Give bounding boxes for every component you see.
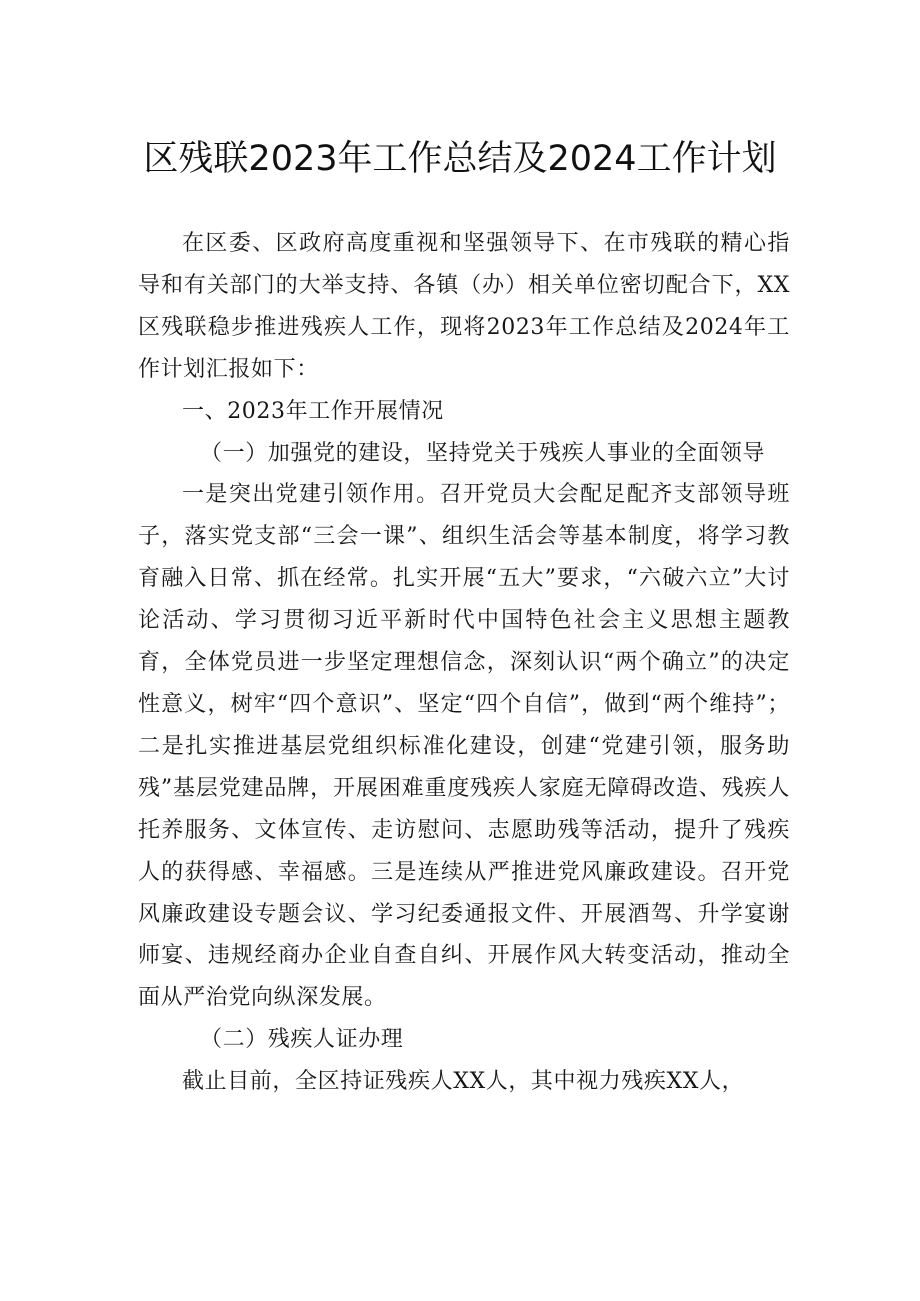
section-heading-1: 一、2023年工作开展情况 <box>182 398 444 424</box>
intro-paragraph: 在区委、区政府高度重视和坚强领导下、在市残联的精心指导和有关部门的大举支持、各镇（办）相关单位密切配合下，XX区残联稳步推进残疾人工作，现将2023年工作总结及2024年工作计划汇报如下： <box>138 231 790 382</box>
subsection-heading-2: （二）残疾人证办理 <box>200 1027 404 1053</box>
document-body <box>138 223 790 1103</box>
subsection-heading-1: （一）加强党的建设，坚持党关于残疾人事业的全面领导 <box>200 440 766 466</box>
certificate-paragraph: 截止目前，全区持证残疾人XX人，其中视力残疾XX人， <box>182 1069 745 1095</box>
party-building-paragraph: 一是突出党建引领作用。召开党员大会配足配齐支部领导班子，落实党支部“三会一课”、组织生活会等基本制度，将学习教育融入日常、抓在经常。扎实开展“五大”要求，“六破六立”大讨论活动、学习贯彻习近平新时代中国特色社会主义思想主题教育，全体党员进一步坚定理想信念，深刻认识“两个确立”的决定性意义，树牢“四个意识”、坚定“四个自信”，做到“两个维持”；二是扎实推进基层党组织标准化建设，创建“党建引领，服务助残”基层党建品牌，开展困难重度残疾人家庭无障碍改造、残疾人托养服务、文体宣传、走访慰问、志愿助残等活动，提升了残疾人的获得感、幸福感。三是连续从严推进党风廉政建设。召开党风廉政建设专题会议、学习纪委通报文件、开展酒驾、升学宴谢师宴、违规经商办企业自查自纠、开展作风大转变活动，推动全面从严治党向纵深发展。 <box>138 482 790 1011</box>
document-title: 区残联2023年工作总结及2024工作计划 <box>143 139 777 179</box>
